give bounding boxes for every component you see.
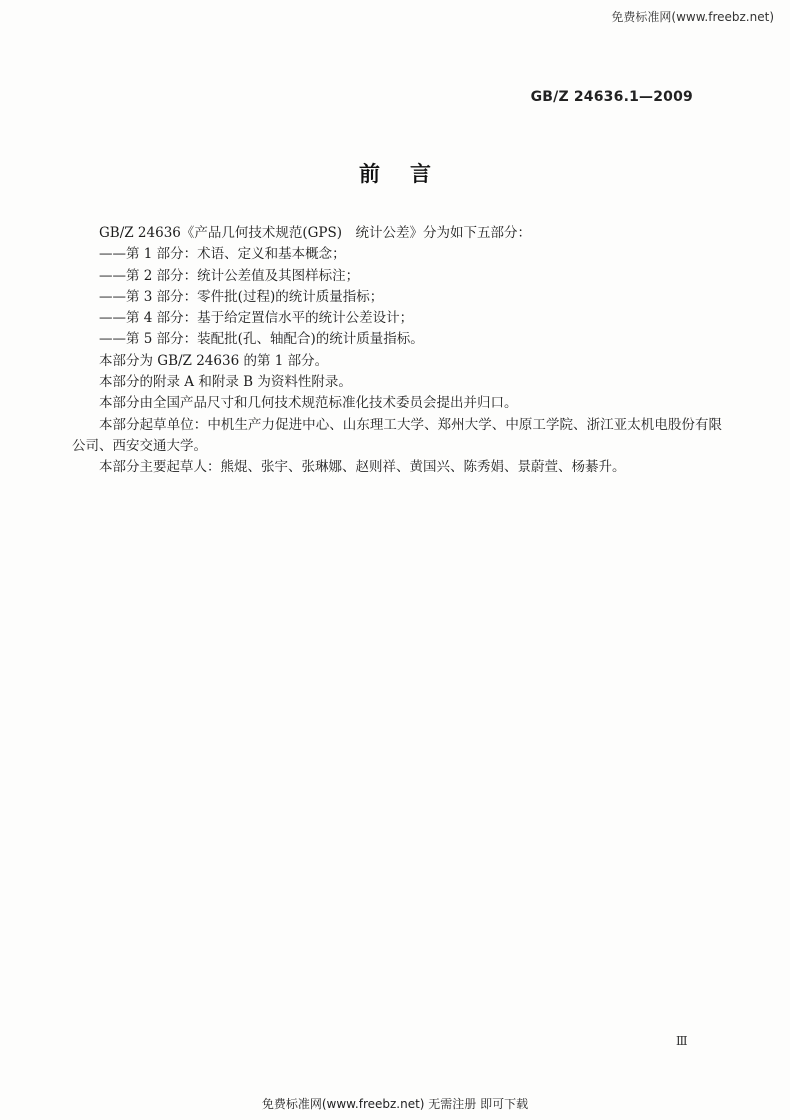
- page-number: Ⅲ: [676, 1034, 688, 1048]
- paragraph-part-statement: 本部分为 GB/Z 24636 的第 1 部分。: [99, 352, 329, 369]
- paragraph-intro: GB/Z 24636《产品几何技术规范(GPS) 统计公差》分为如下五部分：: [99, 225, 532, 241]
- list-item-part-2: ——第 2 部分：统计公差值及其图样标注；: [99, 267, 360, 284]
- list-item-part-4: ——第 4 部分：基于给定置信水平的统计公差设计；: [99, 310, 414, 327]
- list-item-part-5: ——第 5 部分：装配批(孔、轴配合)的统计质量指标。: [99, 331, 424, 348]
- paragraph-drafting-units: 本部分起草单位：中机生产力促进中心、山东理工大学、郑州大学、中原工学院、浙江亚太机电股份有限公司、西安交通大学。: [72, 416, 722, 454]
- paragraph-proposer: 本部分由全国产品尺寸和几何技术规范标准化技术委员会提出并归口。: [99, 395, 518, 412]
- standard-code: GB/Z 24636.1—2009: [530, 89, 693, 105]
- list-item-part-3: ——第 3 部分：零件批(过程)的统计质量指标；: [99, 288, 384, 305]
- paragraph-drafters: 本部分主要起草人：熊焜、张宇、张琳娜、赵则祥、黄国兴、陈秀娟、景蔚萱、杨綦升。: [99, 459, 626, 476]
- watermark-bottom[interactable]: 免费标准网(www.freebz.net) 无需注册 即可下载: [261, 1097, 529, 1111]
- list-item-part-1: ——第 1 部分：术语、定义和基本概念；: [99, 246, 346, 263]
- page-title: 前言: [359, 162, 461, 186]
- watermark-top[interactable]: 免费标准网(www.freebz.net): [611, 10, 774, 24]
- paragraph-annex-note: 本部分的附录 A 和附录 B 为资料性附录。: [99, 374, 352, 391]
- body-text: [72, 223, 722, 479]
